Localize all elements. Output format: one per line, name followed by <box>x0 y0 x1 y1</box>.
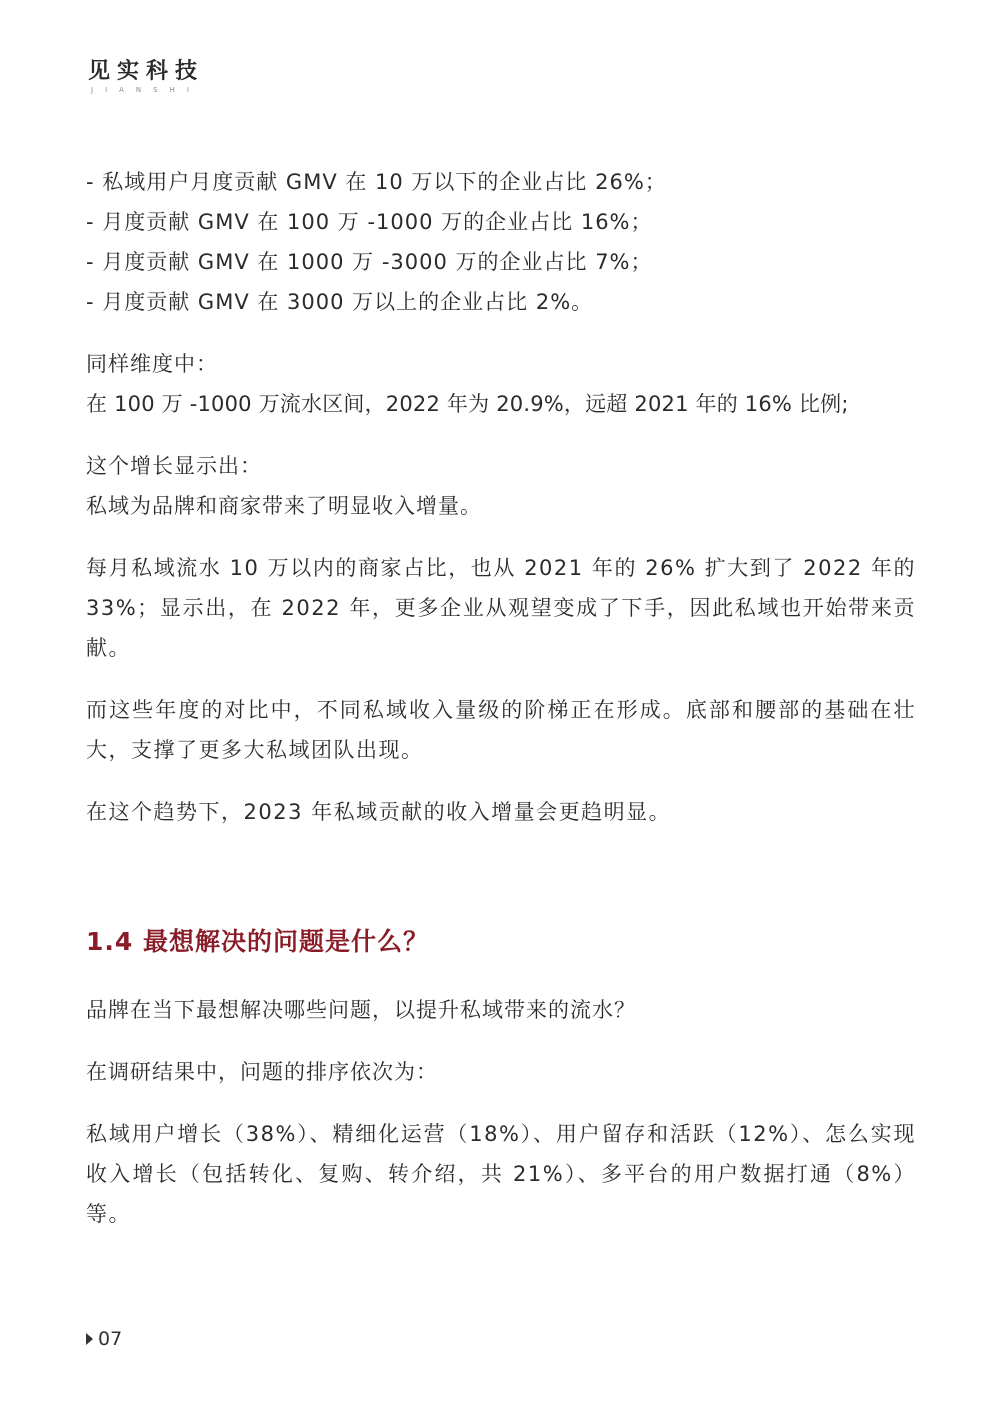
growth-detail: 私域为品牌和商家带来了明显收入增量。 <box>86 494 482 518</box>
page-number <box>86 1328 122 1350</box>
brand-logo <box>88 54 204 94</box>
main-content <box>86 162 916 832</box>
section-heading: 1.4 最想解决的问题是什么？ <box>86 927 429 956</box>
monthly-paragraph: 每月私域流水 10 万以内的商家占比，也从 2021 年的 26% 扩大到了 2022 年的 33%；显示出，在 2022 年，更多企业从观望变成了下手，因此私域也开始带来贡献。 <box>86 556 916 660</box>
bullet-item: - 月度贡献 GMV 在 1000 万 -3000 万的企业占比 7%； <box>86 250 653 274</box>
bullet-item: - 月度贡献 GMV 在 3000 万以上的企业占比 2%。 <box>86 290 594 314</box>
section-content <box>86 990 916 1234</box>
same-dimension-detail: 在 100 万 -1000 万流水区间，2022 年为 20.9%，远超 2021 年的 16% 比例; <box>86 392 849 416</box>
page-number-text: 07 <box>98 1328 123 1350</box>
ranking-paragraph: 私域用户增长（38%）、精细化运营（18%）、用户留存和活跃（12%）、怎么实现收入增长（包括转化、复购、转介绍，共 21%）、多平台的用户数据打通（8%）等。 <box>86 1122 916 1226</box>
triangle-right-icon <box>86 1333 93 1345</box>
same-dimension-intro: 同样维度中： <box>86 352 218 376</box>
ranking-intro: 在调研结果中，问题的排序依次为： <box>86 1060 438 1084</box>
question-text: 品牌在当下最想解决哪些问题，以提升私域带来的流水？ <box>86 998 636 1022</box>
bullet-item: - 月度贡献 GMV 在 100 万 -1000 万的企业占比 16%； <box>86 210 653 234</box>
ladder-paragraph: 而这些年度的对比中，不同私域收入量级的阶梯正在形成。底部和腰部的基础在壮大，支撑了更多大私域团队出现。 <box>86 698 916 762</box>
trend-paragraph: 在这个趋势下，2023 年私域贡献的收入增量会更趋明显。 <box>86 800 672 824</box>
bullet-item: - 私域用户月度贡献 GMV 在 10 万以下的企业占比 26%； <box>86 170 667 194</box>
growth-intro: 这个增长显示出： <box>86 454 262 478</box>
logo-chinese-text: 见实科技 <box>88 59 205 84</box>
logo-english-text: JIANSHI <box>91 86 201 94</box>
